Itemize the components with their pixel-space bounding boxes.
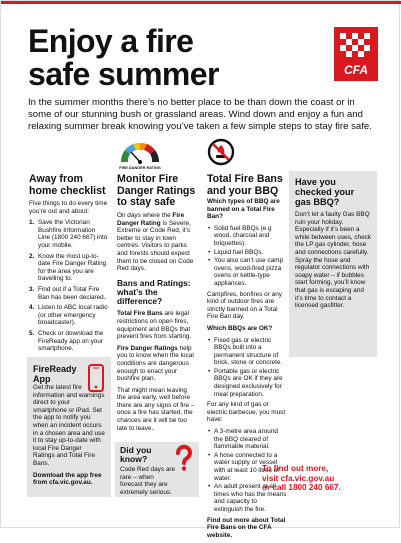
logo-text: CFA: [344, 63, 368, 77]
list-item: • Solid fuel BBQs (e.g wood, charcoal and briquettes).: [207, 225, 287, 248]
ok-list: [207, 337, 287, 399]
away-lead: Five things to do every time you’re out and about:: [29, 200, 108, 215]
away-column: [29, 200, 109, 356]
list-item: • You also can’t use camp ovens, wood-fired pizza ovens or kettle-type appliances.: [207, 257, 287, 287]
checklist-item: 5. Check or download the FireReady app on your smartphone.: [29, 329, 104, 353]
list-item: • A hose connected to a water supply or vessel with at least 10 litres of water.: [207, 452, 287, 482]
fire-danger-rating-gauge-icon: [117, 138, 163, 168]
checklist-item: 2. Know the most up-to-date Fire Danger Rating for the area you are travelling to.: [29, 252, 107, 283]
fireready-heading: FireReady App: [33, 364, 77, 384]
list-item: • Portable gas or electric BBQs are OK if they are designed exclusively for meal preparation.: [207, 368, 287, 398]
checklist-item: 1. Save the Victorian Bushfire Information Line (1800 240 667) into your mobile.: [29, 219, 108, 249]
away-heading: Away from home checklist: [29, 173, 106, 197]
intro-paragraph: In the summer months there’s no better place to be than down the coast or in some of our stunning bush or grassland areas. Wind down and enjoy a fun and relaxing summer break knowing you’ve taken a few simple steps to stay fire safe.: [28, 97, 372, 132]
gauge-label: FIRE DANGER RATING: [119, 166, 161, 170]
footer-line-3: or call 1800 240 667.: [262, 483, 341, 493]
gas-bbq-panel: [289, 171, 377, 357]
fireready-text: Get the latest fire information and warnings direct to your smartphone or iPad. Set the app to notify you when an incident occurs in a chosen area and use it to stay up-to-date with local Fire Danger Ratings and Total Fire Bans.: [33, 384, 105, 467]
checklist-item: 4. Listen to ABC local radio (or other emergency broadcaster).: [29, 304, 108, 327]
checkered-flag-icon: [339, 32, 373, 60]
gas-body: Don’t let a faulty Gas BBQ ruin your holiday. Especially if it’s been a while between uses, check the LP gas cylinder, hose and connections carefully. Spray the hose and regulator connections with soapy water – if bubbles start forming, you’ll know that gas is escaping and it’s time to contact a licensed gasfitter.: [295, 211, 372, 310]
monitor-column: [117, 212, 197, 436]
monitor-p3: Fire Danger Ratings help you to know when the local conditions are dangerous enough to enact your bushfire plan.: [117, 344, 194, 383]
checklist: [29, 219, 109, 353]
cfa-logo: [334, 27, 378, 81]
monitor-p1: On days where the Fire Danger Rating is Severe, Extreme or Code Red, it’s better to stay in town centres. Visitors to parks and forests should expect them to be closed on Code Red days.: [117, 212, 194, 273]
monitor-heading: Monitor Fire Danger Ratings to stay safe: [117, 173, 196, 208]
tfb-must-have: For any kind of gas or electric barbecue, you must have:: [207, 401, 286, 424]
fireready-panel: [27, 357, 111, 497]
footer-line-1: To find out more,: [262, 464, 329, 473]
monitor-p2: Total Fire Bans are legal restrictions on open fires, equipment and BBQs that prevent fires from starting.: [117, 310, 192, 341]
list-item: • A 3-metre area around the BBQ cleared of flammable material.: [207, 428, 287, 451]
top-red-rule: [1, 1, 401, 4]
title-line-1: Enjoy a fire: [28, 23, 194, 59]
fireready-download: Download the app free from cfa.vic.gov.au.: [33, 471, 102, 487]
did-you-know-body: Code Red days are rare – when forecast they are extremely serious.: [120, 466, 176, 496]
tfb-q2: Which BBQs are OK?: [207, 324, 273, 332]
tfb-q1: Which types of BBQ are banned on a Total Fire Ban?: [207, 198, 280, 221]
find-out-more: [262, 464, 341, 493]
tfb-heading: Total Fire Bans and your BBQ: [207, 173, 283, 197]
tfb-campfires: Campfires, bonfires or any kind of outdoor fires are strictly banned on a Total Fire Ban day.: [207, 290, 282, 321]
list-item: • An adult present at all times who has the means and capacity to extinguish the fire.: [207, 483, 287, 513]
title-line-2: safe summer: [28, 56, 219, 92]
list-item: • Fixed gas or electric BBQs built into a permanent structure of brick, stone or concrete.: [207, 337, 287, 367]
footer-line-2: visit cfa.vic.gov.au: [262, 473, 335, 483]
fireready-body: [33, 384, 105, 491]
tfb-find-out: Find out more about Total Fire Bans on the CFA website.: [207, 516, 286, 539]
did-you-know-panel: [115, 442, 199, 497]
list-item: • Liquid fuel BBQs.: [207, 249, 287, 257]
did-you-know-heading: Did you know?: [120, 445, 152, 465]
page-title: [28, 25, 219, 91]
no-bbq-icon: [207, 138, 235, 166]
checklist-item: 3. Find out if a Total Fire Ban has been declared.: [29, 285, 106, 301]
bans-ratings-subheading: Bans and Ratings: what’s the difference?: [117, 277, 191, 307]
banned-list: [207, 225, 287, 288]
question-mark-icon: [175, 445, 193, 471]
gas-heading: Have you checked your gas BBQ?: [295, 177, 355, 207]
monitor-p4: That might mean leaving the area early, well before there are any signs of fire – once a fire has started, the chances are it will be too late to leave.: [117, 386, 195, 432]
